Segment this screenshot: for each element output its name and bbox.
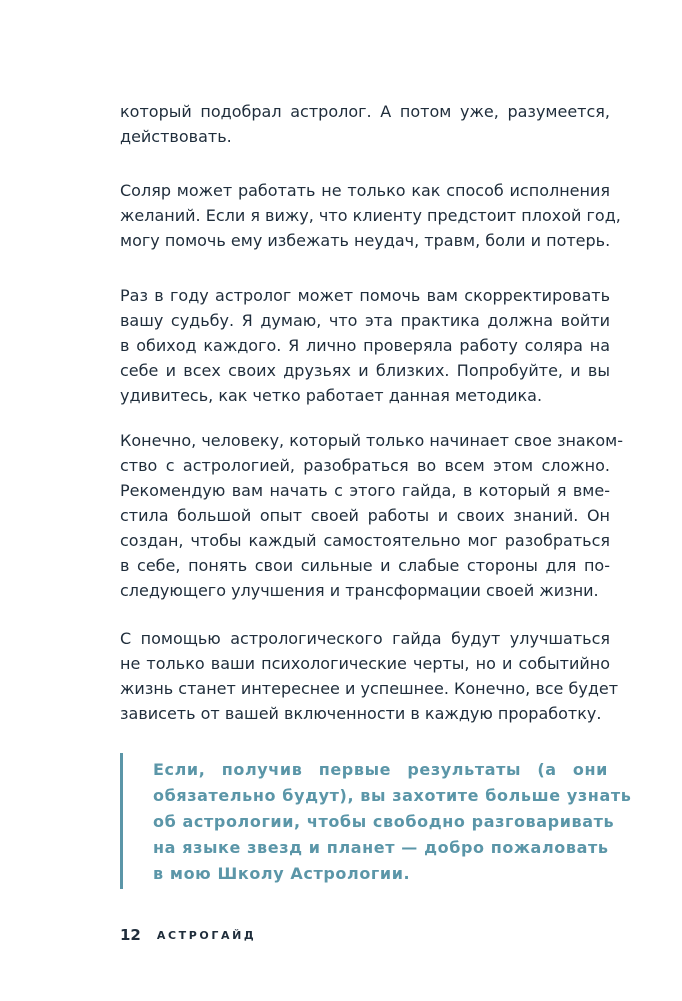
- text-line: стила большой опыт своей работы и своих знаний. Он: [120, 506, 610, 525]
- text-line: не только ваши психологические черты, но и событийно: [120, 654, 610, 673]
- text-line: следующего улучшения и трансформации своей жизни.: [120, 581, 599, 600]
- page-number: 12: [120, 926, 141, 944]
- text-line: Раз в году астролог может помочь вам скорректировать: [120, 286, 610, 305]
- paragraph-2: [120, 178, 621, 253]
- quote-text: [153, 757, 632, 887]
- text-line: С помощью астрологического гайда будут улучшаться: [120, 629, 610, 648]
- quote-line: в мою Школу Астрологии.: [153, 864, 411, 883]
- text-line: ство с астрологией, разобраться во всем этом сложно.: [120, 456, 610, 475]
- text-line: Рекомендую вам начать с этого гайда, в который я вме-: [120, 481, 610, 500]
- text-line: создан, чтобы каждый самостоятельно мог разобраться: [120, 531, 610, 550]
- pull-quote: [120, 753, 632, 889]
- text-line: который подобрал астролог. А потом уже, разумеется,: [120, 102, 610, 121]
- text-line: Конечно, человеку, который только начинает свое знаком-: [120, 431, 624, 450]
- quote-line: Если, получив первые результаты (а они: [153, 760, 608, 779]
- text-line: зависеть от вашей включенности в каждую проработку.: [120, 704, 602, 723]
- quote-accent-bar: [120, 753, 123, 889]
- paragraph-3: [120, 283, 610, 408]
- text-line: себе и всех своих друзьях и близких. Попробуйте, и вы: [120, 361, 610, 380]
- text-line: в обиход каждого. Я лично проверяла работу соляра на: [120, 336, 610, 355]
- paragraph-4: [120, 428, 624, 603]
- running-title: АСТРОГАЙД: [156, 928, 257, 942]
- text-line: могу помочь ему избежать неудач, травм, боли и потерь.: [120, 231, 611, 250]
- text-line: удивитесь, как четко работает данная методика.: [120, 386, 543, 405]
- quote-line: об астрологии, чтобы свободно разговаривать: [153, 812, 615, 831]
- text-line: Соляр может работать не только как способ исполнения: [120, 181, 610, 200]
- paragraph-5: [120, 626, 619, 726]
- text-line: желаний. Если я вижу, что клиенту предстоит плохой год,: [120, 206, 621, 225]
- page-footer: [120, 925, 256, 945]
- text-line: в себе, понять свои сильные и слабые стороны для по-: [120, 556, 610, 575]
- text-line: действовать.: [120, 127, 232, 146]
- paragraph-1: [120, 99, 610, 149]
- text-line: вашу судьбу. Я думаю, что эта практика должна войти: [120, 311, 610, 330]
- quote-line: на языке звезд и планет — добро пожаловать: [153, 838, 609, 857]
- text-line: жизнь станет интереснее и успешнее. Конечно, все будет: [120, 679, 619, 698]
- quote-line: обязательно будут), вы захотите больше узнать: [153, 786, 632, 805]
